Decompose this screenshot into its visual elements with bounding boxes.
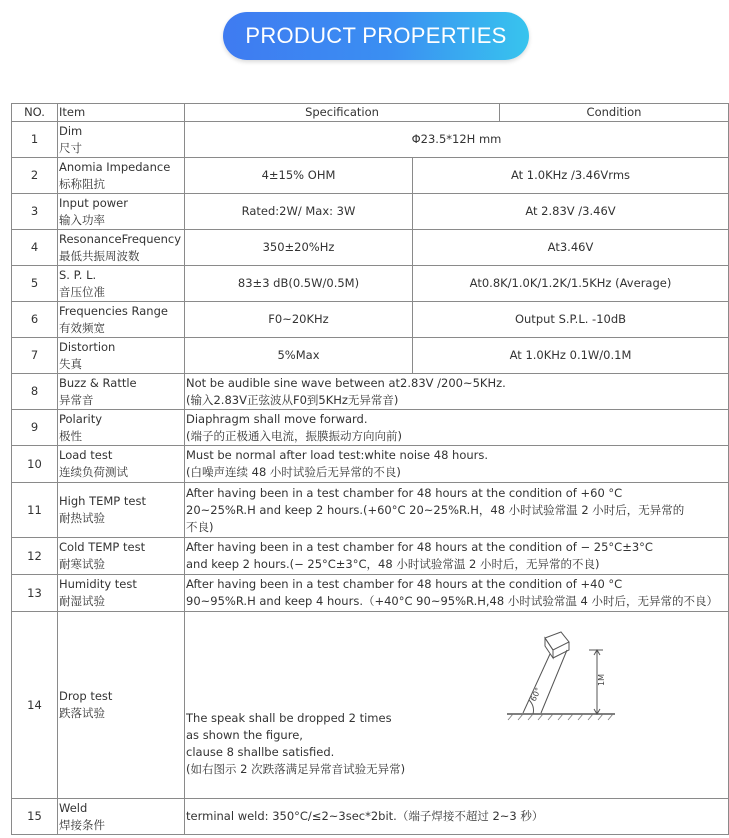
table-row <box>12 338 729 374</box>
product-properties-banner <box>223 12 529 60</box>
row-item <box>58 122 185 158</box>
table-row <box>12 158 729 194</box>
table-row <box>12 410 729 446</box>
spec-line: Diaphragm shall move forward. <box>186 411 368 426</box>
table-row <box>12 302 729 338</box>
item-en: Buzz & Rattle <box>59 375 137 390</box>
spec-line: 90~95%R.H and keep 4 hours.（+40°C 90~95%R.H,48 小时试验常温 4 小时后，无异常的不良） <box>186 594 718 608</box>
item-en: Humidity test <box>59 577 137 591</box>
row-item <box>58 612 185 799</box>
row-no: 12 <box>12 538 58 575</box>
row-item <box>58 575 185 612</box>
row-item <box>58 158 185 194</box>
drop-test-figure <box>501 628 619 726</box>
slope-line-right <box>541 650 567 713</box>
spec-line: 20~25%R.H and keep 2 hours.(+60°C 20~25%R.H，48 小时试验常温 2 小时后，无异常的 <box>186 502 685 517</box>
drop-test-text <box>186 710 405 778</box>
angle-label: 60° <box>528 686 544 703</box>
row-spec: 4±15% OHM <box>185 158 413 194</box>
row-spec: 5%Max <box>185 338 413 374</box>
row-no: 5 <box>12 266 58 302</box>
row-item <box>58 799 185 835</box>
item-en: Input power <box>59 195 128 210</box>
row-no: 4 <box>12 230 58 266</box>
row-no: 13 <box>12 575 58 612</box>
table-row <box>12 575 729 612</box>
row-no: 7 <box>12 338 58 374</box>
spec-line: clause 8 shallbe satisfied. <box>186 745 335 759</box>
row-spec <box>185 410 729 446</box>
item-cn: 跌落试验 <box>59 706 105 720</box>
row-spec: 83±3 dB(0.5W/0.5M) <box>185 266 413 302</box>
spec-line: After having been in a test chamber for 48 hours at the condition of +60 °C <box>186 485 623 500</box>
item-en: ResonanceFrequency <box>59 231 182 246</box>
row-spec: Rated:2W/ Max: 3W <box>185 194 413 230</box>
row-spec: Φ23.5*12H mm <box>185 122 729 158</box>
row-no: 15 <box>12 799 58 835</box>
row-no: 2 <box>12 158 58 194</box>
spec-line: (如右图示 2 次跌落满足异常音试验无异常) <box>186 762 406 776</box>
header-specification: Specification <box>185 104 500 122</box>
row-item <box>58 230 185 266</box>
table-row <box>12 446 729 483</box>
row-item <box>58 266 185 302</box>
item-cn: 最低共振周波数 <box>59 248 140 263</box>
row-condition: At0.8K/1.0K/1.2K/1.5KHz (Average) <box>413 266 729 302</box>
header-condition: Condition <box>500 104 729 122</box>
header-no: NO. <box>12 104 58 122</box>
spec-line: After having been in a test chamber for 48 hours at the condition of − 25°C±3°C <box>186 540 653 554</box>
item-cn: 有效频宽 <box>59 320 105 335</box>
row-no: 8 <box>12 374 58 410</box>
item-cn: 标称阻抗 <box>59 176 105 191</box>
row-spec: F0~20KHz <box>185 302 413 338</box>
table-row <box>12 122 729 158</box>
spec-line: terminal weld: 350°C/≤2~3sec*2bit.（端子焊接不超过 2~3 秒） <box>186 809 544 823</box>
item-en: Frequencies Range <box>59 303 168 318</box>
item-cn: 输入功率 <box>59 212 105 227</box>
row-no: 14 <box>12 612 58 799</box>
item-en: Dim <box>59 123 83 138</box>
item-cn: 极性 <box>59 428 82 443</box>
table-row <box>12 799 729 835</box>
spec-line: Not be audible sine wave between at2.83V /200~5KHz. <box>186 375 506 390</box>
item-en: Cold TEMP test <box>59 540 146 554</box>
item-en: Anomia Impedance <box>59 159 171 174</box>
item-en: Polarity <box>59 411 103 426</box>
row-item <box>58 302 185 338</box>
spec-line: After having been in a test chamber for 48 hours at the condition of +40 °C <box>186 577 623 591</box>
item-cn: 异常音 <box>59 392 94 407</box>
item-cn: 耐寒试验 <box>59 557 105 571</box>
table-row <box>12 483 729 538</box>
row-spec <box>185 538 729 575</box>
table-row <box>12 612 729 799</box>
speaker-box <box>545 632 569 650</box>
item-cn: 连续负荷测试 <box>59 465 128 479</box>
row-condition: Output S.P.L. -10dB <box>413 302 729 338</box>
row-item <box>58 194 185 230</box>
row-item <box>58 410 185 446</box>
row-spec <box>185 483 729 538</box>
row-spec: 350±20%Hz <box>185 230 413 266</box>
table-row <box>12 538 729 575</box>
spec-line: as shown the figure, <box>186 728 303 742</box>
item-en: Drop test <box>59 689 113 703</box>
row-condition: At 2.83V /3.46V <box>413 194 729 230</box>
row-no: 3 <box>12 194 58 230</box>
row-item <box>58 338 185 374</box>
item-cn: 耐湿试验 <box>59 594 105 608</box>
row-item <box>58 483 185 538</box>
row-item <box>58 374 185 410</box>
row-no: 1 <box>12 122 58 158</box>
banner-title: PRODUCT PROPERTIES <box>245 23 507 48</box>
item-en: High TEMP test <box>59 494 146 508</box>
row-spec <box>185 799 729 835</box>
row-no: 6 <box>12 302 58 338</box>
header-item: Item <box>58 104 185 122</box>
spec-line: and keep 2 hours.(− 25°C±3°C，48 小时试验常温 2 小时后，无异常的不良) <box>186 557 600 571</box>
item-en: Weld <box>59 800 88 815</box>
item-en: S. P. L. <box>59 267 97 282</box>
table-row <box>12 230 729 266</box>
item-en: Load test <box>59 448 113 462</box>
row-spec <box>185 446 729 483</box>
spec-line: (输入2.83V正弦波从F0到5KHz无异常音) <box>186 392 399 407</box>
table-row <box>12 266 729 302</box>
table-row <box>12 374 729 410</box>
table-row <box>12 194 729 230</box>
spec-line: (端子的正极通入电流，振膜振动方向向前) <box>186 428 402 443</box>
row-spec <box>185 575 729 612</box>
ground-hatch <box>508 714 613 720</box>
item-cn: 焊接条件 <box>59 817 105 832</box>
spec-line: (白噪声连续 48 小时试验后无异常的不良) <box>186 465 401 479</box>
row-item <box>58 538 185 575</box>
row-condition: At 1.0KHz /3.46Vrms <box>413 158 729 194</box>
angle-arc <box>529 700 534 714</box>
row-condition: At3.46V <box>413 230 729 266</box>
row-no: 9 <box>12 410 58 446</box>
table-header-row <box>12 104 729 122</box>
item-cn: 失真 <box>59 356 82 371</box>
product-properties-table <box>11 103 729 835</box>
row-no: 11 <box>12 483 58 538</box>
item-cn: 耐热试验 <box>59 511 105 525</box>
spec-line: Must be normal after load test:white noise 48 hours. <box>186 448 489 462</box>
row-spec <box>185 612 729 799</box>
height-label: 1M <box>597 674 606 686</box>
row-item <box>58 446 185 483</box>
item-cn: 音压位准 <box>59 284 105 299</box>
row-spec <box>185 374 729 410</box>
item-cn: 尺寸 <box>59 140 82 155</box>
spec-line: The speak shall be dropped 2 times <box>186 711 392 725</box>
row-condition: At 1.0KHz 0.1W/0.1M <box>413 338 729 374</box>
row-no: 10 <box>12 446 58 483</box>
spec-line: 不良) <box>186 519 214 534</box>
item-en: Distortion <box>59 339 116 354</box>
slope-line-left <box>523 654 550 713</box>
